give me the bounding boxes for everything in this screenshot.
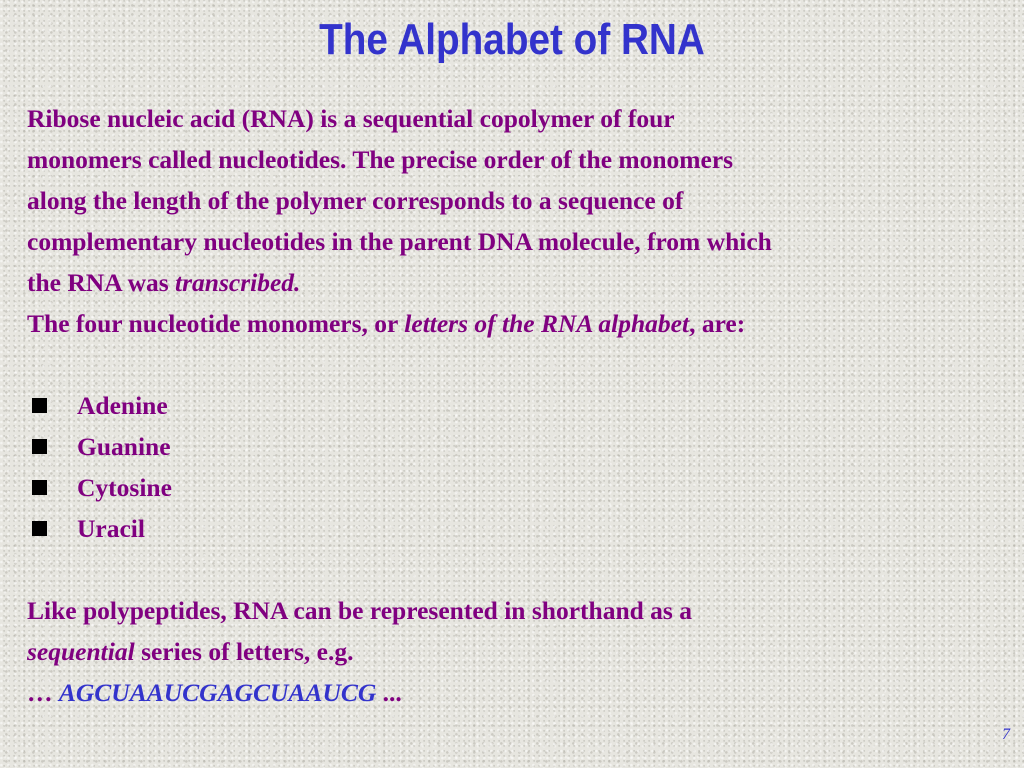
monomers-intro: The four nucleotide monomers, or [27,309,405,338]
spacer [27,344,1022,385]
intro-line-1: Ribose nucleic acid (RNA) is a sequential copolymer of four [27,104,675,133]
nucleotide-label: Guanine [77,432,171,461]
list-item [27,385,1022,426]
intro-paragraph [27,98,1022,344]
nucleotide-list [27,385,1022,549]
square-bullet-icon [32,480,47,495]
page-number: 7 [1002,726,1010,743]
intro-line-5: the RNA was [27,268,176,297]
sequence-suffix: ... [376,678,402,707]
shorthand-line-1: Like polypeptides, RNA can be represented in shorthand as a [27,596,692,625]
sequential-term: sequential [27,637,135,666]
sequence-prefix: … [27,678,59,707]
nucleotide-label: Cytosine [77,473,172,502]
rna-alphabet-term: letters of the RNA alphabet [404,309,690,338]
square-bullet-icon [32,398,47,413]
list-item [27,467,1022,508]
shorthand-line-2: series of letters, e.g. [134,637,354,666]
shorthand-paragraph [27,590,1022,713]
intro-line-4: complementary nucleotides in the parent DNA molecule, from which [27,227,772,256]
intro-line-2: monomers called nucleotides. The precise order of the monomers [27,145,734,174]
transcribed-term: transcribed. [175,268,301,297]
nucleotide-label: Adenine [77,391,168,420]
slide-body [27,98,1022,713]
monomers-intro-end: , are: [689,309,746,338]
list-item [27,508,1022,549]
sequence-example [27,678,402,707]
nucleotide-label: Uracil [77,514,145,543]
intro-line-3: along the length of the polymer corresponds to a sequence of [27,186,684,215]
list-item [27,426,1022,467]
square-bullet-icon [32,439,47,454]
slide-title: The Alphabet of RNA [319,15,705,64]
square-bullet-icon [32,521,47,536]
rna-sequence: AGCUAAUCGAGCUAAUCG [58,678,377,707]
spacer [27,549,1022,590]
